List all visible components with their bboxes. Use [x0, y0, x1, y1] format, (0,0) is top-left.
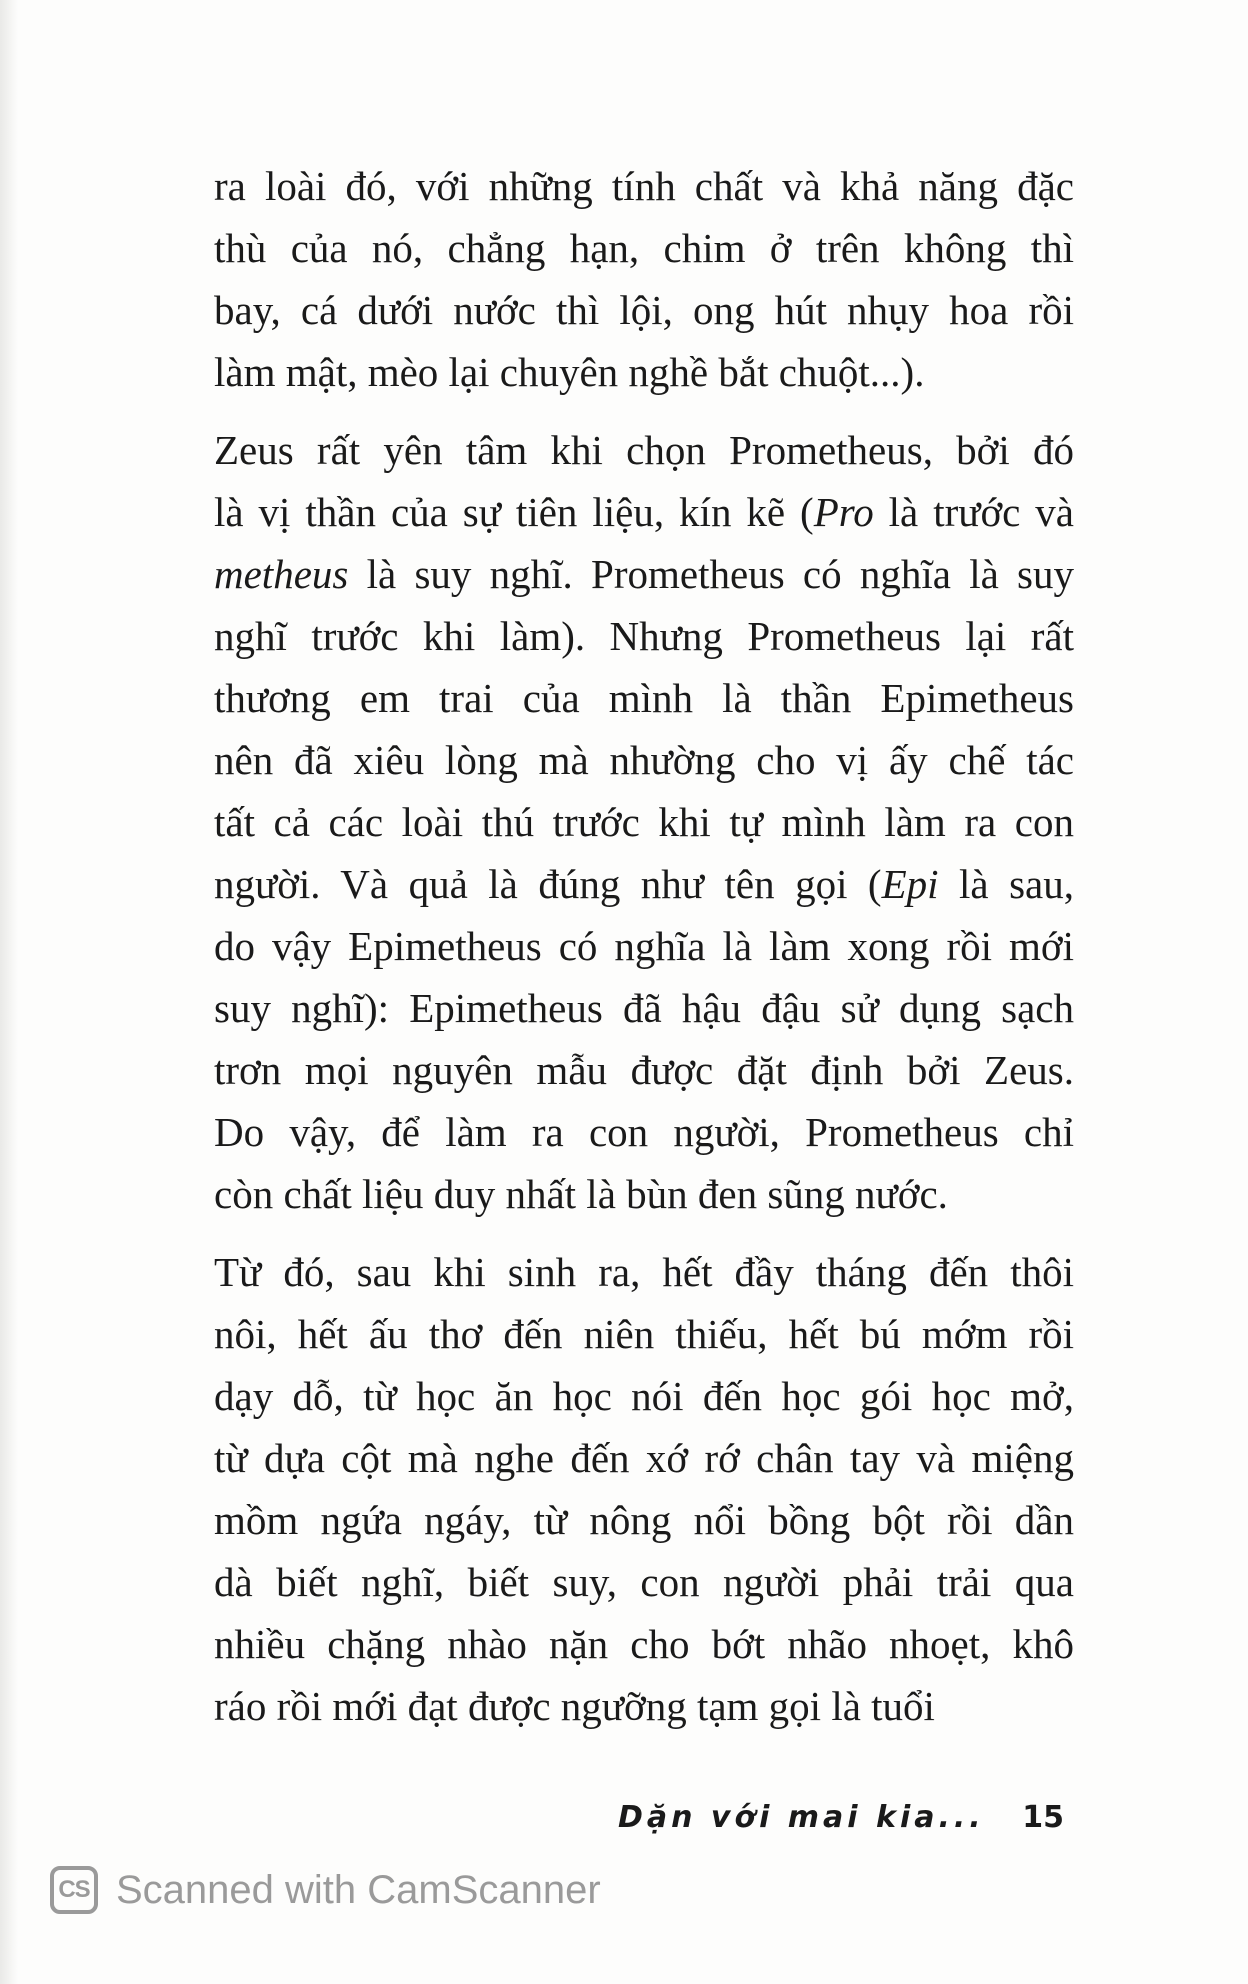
- text-segment: nghĩ trước khi làm). Nhưng Prometheus lại rất: [214, 613, 1074, 659]
- text-line: [214, 977, 1074, 1039]
- text-segment: trơn mọi nguyên mẫu được đặt định bởi Zeus.: [214, 1047, 1074, 1093]
- text-line: [214, 1039, 1074, 1101]
- page-edge-shadow: [0, 0, 18, 1984]
- text-segment: thù của nó, chẳng hạn, chim ở trên không thì: [214, 225, 1074, 271]
- text-line: [214, 279, 1074, 341]
- text-segment: tất cả các loài thú trước khi tự mình làm ra con: [214, 799, 1074, 845]
- paragraph: [214, 155, 1074, 403]
- italic-term: Epi: [881, 861, 939, 907]
- text-line: [214, 1241, 1074, 1303]
- paragraph: [214, 1241, 1074, 1737]
- text-segment: suy nghĩ): Epimetheus đã hậu đậu sử dụng sạch: [214, 985, 1074, 1031]
- text-line: [214, 1163, 1074, 1225]
- text-segment: Từ đó, sau khi sinh ra, hết đầy tháng đến thôi: [214, 1249, 1074, 1295]
- text-segment: dà biết nghĩ, biết suy, con người phải trải qua: [214, 1559, 1074, 1605]
- text-segment: là trước và: [873, 489, 1075, 535]
- text-line: [214, 217, 1074, 279]
- text-segment: làm mật, mèo lại chuyên nghề bắt chuột...).: [214, 349, 925, 395]
- text-line: [214, 853, 1074, 915]
- text-line: [214, 791, 1074, 853]
- camscanner-watermark: [50, 1860, 601, 1920]
- text-segment: là sau,: [938, 861, 1074, 907]
- text-segment: người. Và quả là đúng như tên gọi (: [214, 861, 882, 907]
- text-segment: nhiều chặng nhào nặn cho bớt nhão nhoẹt, khô: [214, 1621, 1074, 1667]
- text-line: [214, 1427, 1074, 1489]
- text-segment: Do vậy, để làm ra con người, Prometheus chỉ: [214, 1109, 1074, 1155]
- text-segment: thương em trai của mình là thần Epimetheus: [214, 675, 1074, 721]
- text-line: [214, 1365, 1074, 1427]
- text-segment: do vậy Epimetheus có nghĩa là làm xong rồi mới: [214, 923, 1074, 969]
- page-number: 15: [1022, 1800, 1064, 1835]
- running-title: Dặn với mai kia...: [617, 1800, 985, 1835]
- text-line: [214, 1551, 1074, 1613]
- text-line: [214, 1101, 1074, 1163]
- text-line: [214, 1613, 1074, 1675]
- paragraph: [214, 419, 1074, 1225]
- text-line: [214, 543, 1074, 605]
- text-line: [214, 341, 1074, 403]
- text-segment: ra loài đó, với những tính chất và khả năng đặc: [214, 163, 1074, 209]
- text-line: [214, 481, 1074, 543]
- italic-term: Pro: [813, 489, 874, 535]
- text-segment: bay, cá dưới nước thì lội, ong hút nhụy hoa rồi: [214, 287, 1074, 333]
- text-line: [214, 729, 1074, 791]
- text-segment: Zeus rất yên tâm khi chọn Prometheus, bởi đó: [214, 427, 1074, 473]
- text-segment: từ dựa cột mà nghe đến xớ rớ chân tay và miệng: [214, 1435, 1074, 1481]
- text-segment: còn chất liệu duy nhất là bùn đen sũng nước.: [214, 1171, 948, 1217]
- text-line: [214, 915, 1074, 977]
- text-segment: nôi, hết ấu thơ đến niên thiếu, hết bú mớm rồi: [214, 1311, 1074, 1357]
- text-line: [214, 605, 1074, 667]
- body-text: [214, 155, 1074, 1753]
- text-segment: là suy nghĩ. Prometheus có nghĩa là suy: [348, 551, 1074, 597]
- page-footer: [618, 1800, 1064, 1835]
- text-segment: mồm ngứa ngáy, từ nông nổi bồng bột rồi dần: [214, 1497, 1074, 1543]
- text-line: [214, 1489, 1074, 1551]
- camscanner-logo-icon: CS: [50, 1866, 98, 1914]
- text-line: [214, 419, 1074, 481]
- italic-term: metheus: [214, 551, 349, 597]
- text-line: [214, 667, 1074, 729]
- watermark-text: Scanned with CamScanner: [116, 1867, 601, 1912]
- text-segment: là vị thần của sự tiên liệu, kín kẽ (: [214, 489, 814, 535]
- text-line: [214, 1303, 1074, 1365]
- text-segment: ráo rồi mới đạt được ngưỡng tạm gọi là tuổi: [214, 1683, 935, 1729]
- text-segment: dạy dỗ, từ học ăn học nói đến học gói học mở,: [214, 1373, 1074, 1419]
- text-line: [214, 155, 1074, 217]
- text-segment: nên đã xiêu lòng mà nhường cho vị ấy chế tác: [214, 737, 1074, 783]
- text-line: [214, 1675, 1074, 1737]
